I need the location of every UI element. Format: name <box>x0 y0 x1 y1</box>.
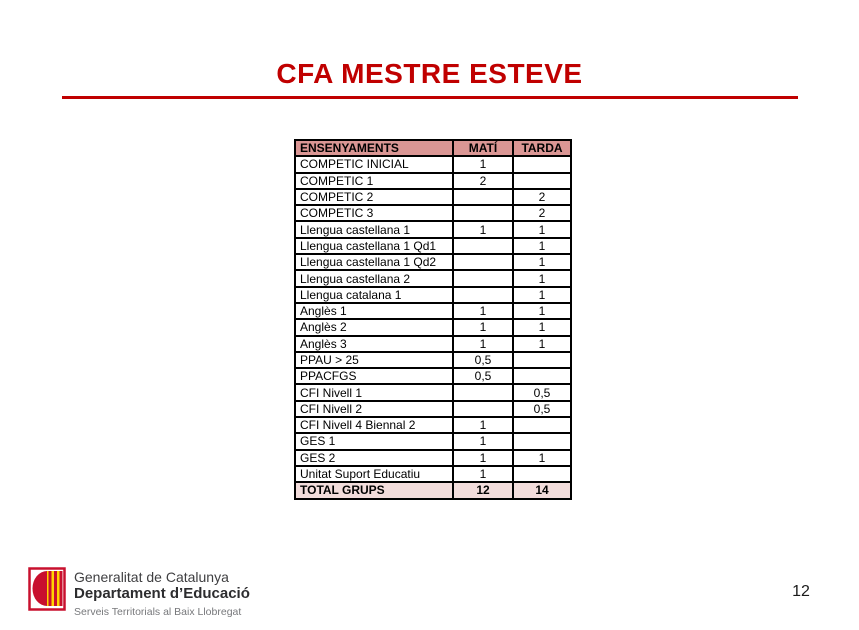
table-row <box>295 336 571 352</box>
table-row <box>295 401 571 417</box>
cell-mati: 1 <box>453 221 513 237</box>
table-row <box>295 466 571 482</box>
table-row <box>295 352 571 368</box>
page-title: CFA MESTRE ESTEVE <box>276 58 583 89</box>
cell-mati: 0,5 <box>453 352 513 368</box>
total-tarda: 14 <box>513 482 571 498</box>
cell-mati: 1 <box>453 433 513 449</box>
cell-mati: 1 <box>453 336 513 352</box>
table-row <box>295 450 571 466</box>
cell-ensenyament: CFI Nivell 4 Biennal 2 <box>295 417 453 433</box>
cell-ensenyament: Anglès 3 <box>295 336 453 352</box>
cell-ensenyament: GES 1 <box>295 433 453 449</box>
cell-tarda <box>513 156 571 172</box>
cell-ensenyament: COMPETIC INICIAL <box>295 156 453 172</box>
cell-ensenyament: Llengua castellana 1 Qd1 <box>295 238 453 254</box>
cell-tarda <box>513 368 571 384</box>
header-ensenyaments: ENSENYAMENTS <box>295 140 453 156</box>
cell-mati <box>453 384 513 400</box>
cell-ensenyament: PPACFGS <box>295 368 453 384</box>
cell-tarda <box>513 352 571 368</box>
cell-mati: 1 <box>453 417 513 433</box>
cell-ensenyament: Llengua castellana 1 Qd2 <box>295 254 453 270</box>
cell-mati <box>453 270 513 286</box>
header-mati: MATÍ <box>453 140 513 156</box>
cell-mati <box>453 238 513 254</box>
table-row <box>295 384 571 400</box>
cell-tarda: 0,5 <box>513 384 571 400</box>
table-row <box>295 287 571 303</box>
table-row <box>295 303 571 319</box>
table-row <box>295 173 571 189</box>
cell-ensenyament: COMPETIC 1 <box>295 173 453 189</box>
cell-mati: 0,5 <box>453 368 513 384</box>
department-name: Departament d’Educació <box>74 585 250 602</box>
cell-mati: 1 <box>453 303 513 319</box>
cell-tarda: 1 <box>513 303 571 319</box>
header-tarda: TARDA <box>513 140 571 156</box>
cell-ensenyament: CFI Nivell 1 <box>295 384 453 400</box>
cell-ensenyament: PPAU > 25 <box>295 352 453 368</box>
cell-mati: 1 <box>453 450 513 466</box>
cell-tarda: 1 <box>513 254 571 270</box>
footer-brand <box>28 567 250 618</box>
table-row <box>295 254 571 270</box>
cell-tarda: 1 <box>513 270 571 286</box>
page-number: 12 <box>792 583 810 600</box>
cell-ensenyament: COMPETIC 2 <box>295 189 453 205</box>
cell-mati <box>453 287 513 303</box>
table-row <box>295 433 571 449</box>
table-row <box>295 368 571 384</box>
cell-tarda: 2 <box>513 189 571 205</box>
table-row <box>295 189 571 205</box>
org-name: Generalitat de Catalunya <box>74 569 229 585</box>
cell-ensenyament: Llengua catalana 1 <box>295 287 453 303</box>
cell-mati <box>453 189 513 205</box>
cell-tarda: 1 <box>513 450 571 466</box>
cell-ensenyament: CFI Nivell 2 <box>295 401 453 417</box>
cell-ensenyament: Llengua castellana 1 <box>295 221 453 237</box>
cell-tarda: 1 <box>513 221 571 237</box>
cell-tarda: 1 <box>513 319 571 335</box>
cell-tarda: 2 <box>513 205 571 221</box>
cell-ensenyament: COMPETIC 3 <box>295 205 453 221</box>
table-row <box>295 156 571 172</box>
cell-mati <box>453 205 513 221</box>
cell-ensenyament: Anglès 1 <box>295 303 453 319</box>
table-row <box>295 205 571 221</box>
title-underline-rule <box>62 96 798 99</box>
total-label: TOTAL GRUPS <box>295 482 453 498</box>
table-header-row <box>295 140 571 156</box>
cell-ensenyament: Llengua castellana 2 <box>295 270 453 286</box>
table-row <box>295 270 571 286</box>
territorial-services: Serveis Territorials al Baix Llobregat <box>74 606 242 618</box>
footer-brand-text <box>74 567 250 618</box>
cell-ensenyament: Unitat Suport Educatiu <box>295 466 453 482</box>
cell-mati: 1 <box>453 319 513 335</box>
groups-table <box>294 139 572 500</box>
cell-tarda <box>513 466 571 482</box>
cell-tarda <box>513 433 571 449</box>
table-row <box>295 417 571 433</box>
total-mati: 12 <box>453 482 513 498</box>
table-row <box>295 221 571 237</box>
cell-tarda: 0,5 <box>513 401 571 417</box>
cell-tarda: 1 <box>513 287 571 303</box>
table-row <box>295 238 571 254</box>
cell-tarda <box>513 417 571 433</box>
cell-mati: 1 <box>453 466 513 482</box>
table-total-row <box>295 482 571 498</box>
cell-mati: 2 <box>453 173 513 189</box>
cell-ensenyament: GES 2 <box>295 450 453 466</box>
cell-mati <box>453 254 513 270</box>
cell-mati <box>453 401 513 417</box>
generalitat-logo-icon <box>28 567 66 616</box>
table-body <box>295 156 571 482</box>
cell-tarda: 1 <box>513 336 571 352</box>
cell-tarda <box>513 173 571 189</box>
cell-ensenyament: Anglès 2 <box>295 319 453 335</box>
cell-tarda: 1 <box>513 238 571 254</box>
table-row <box>295 319 571 335</box>
cell-mati: 1 <box>453 156 513 172</box>
